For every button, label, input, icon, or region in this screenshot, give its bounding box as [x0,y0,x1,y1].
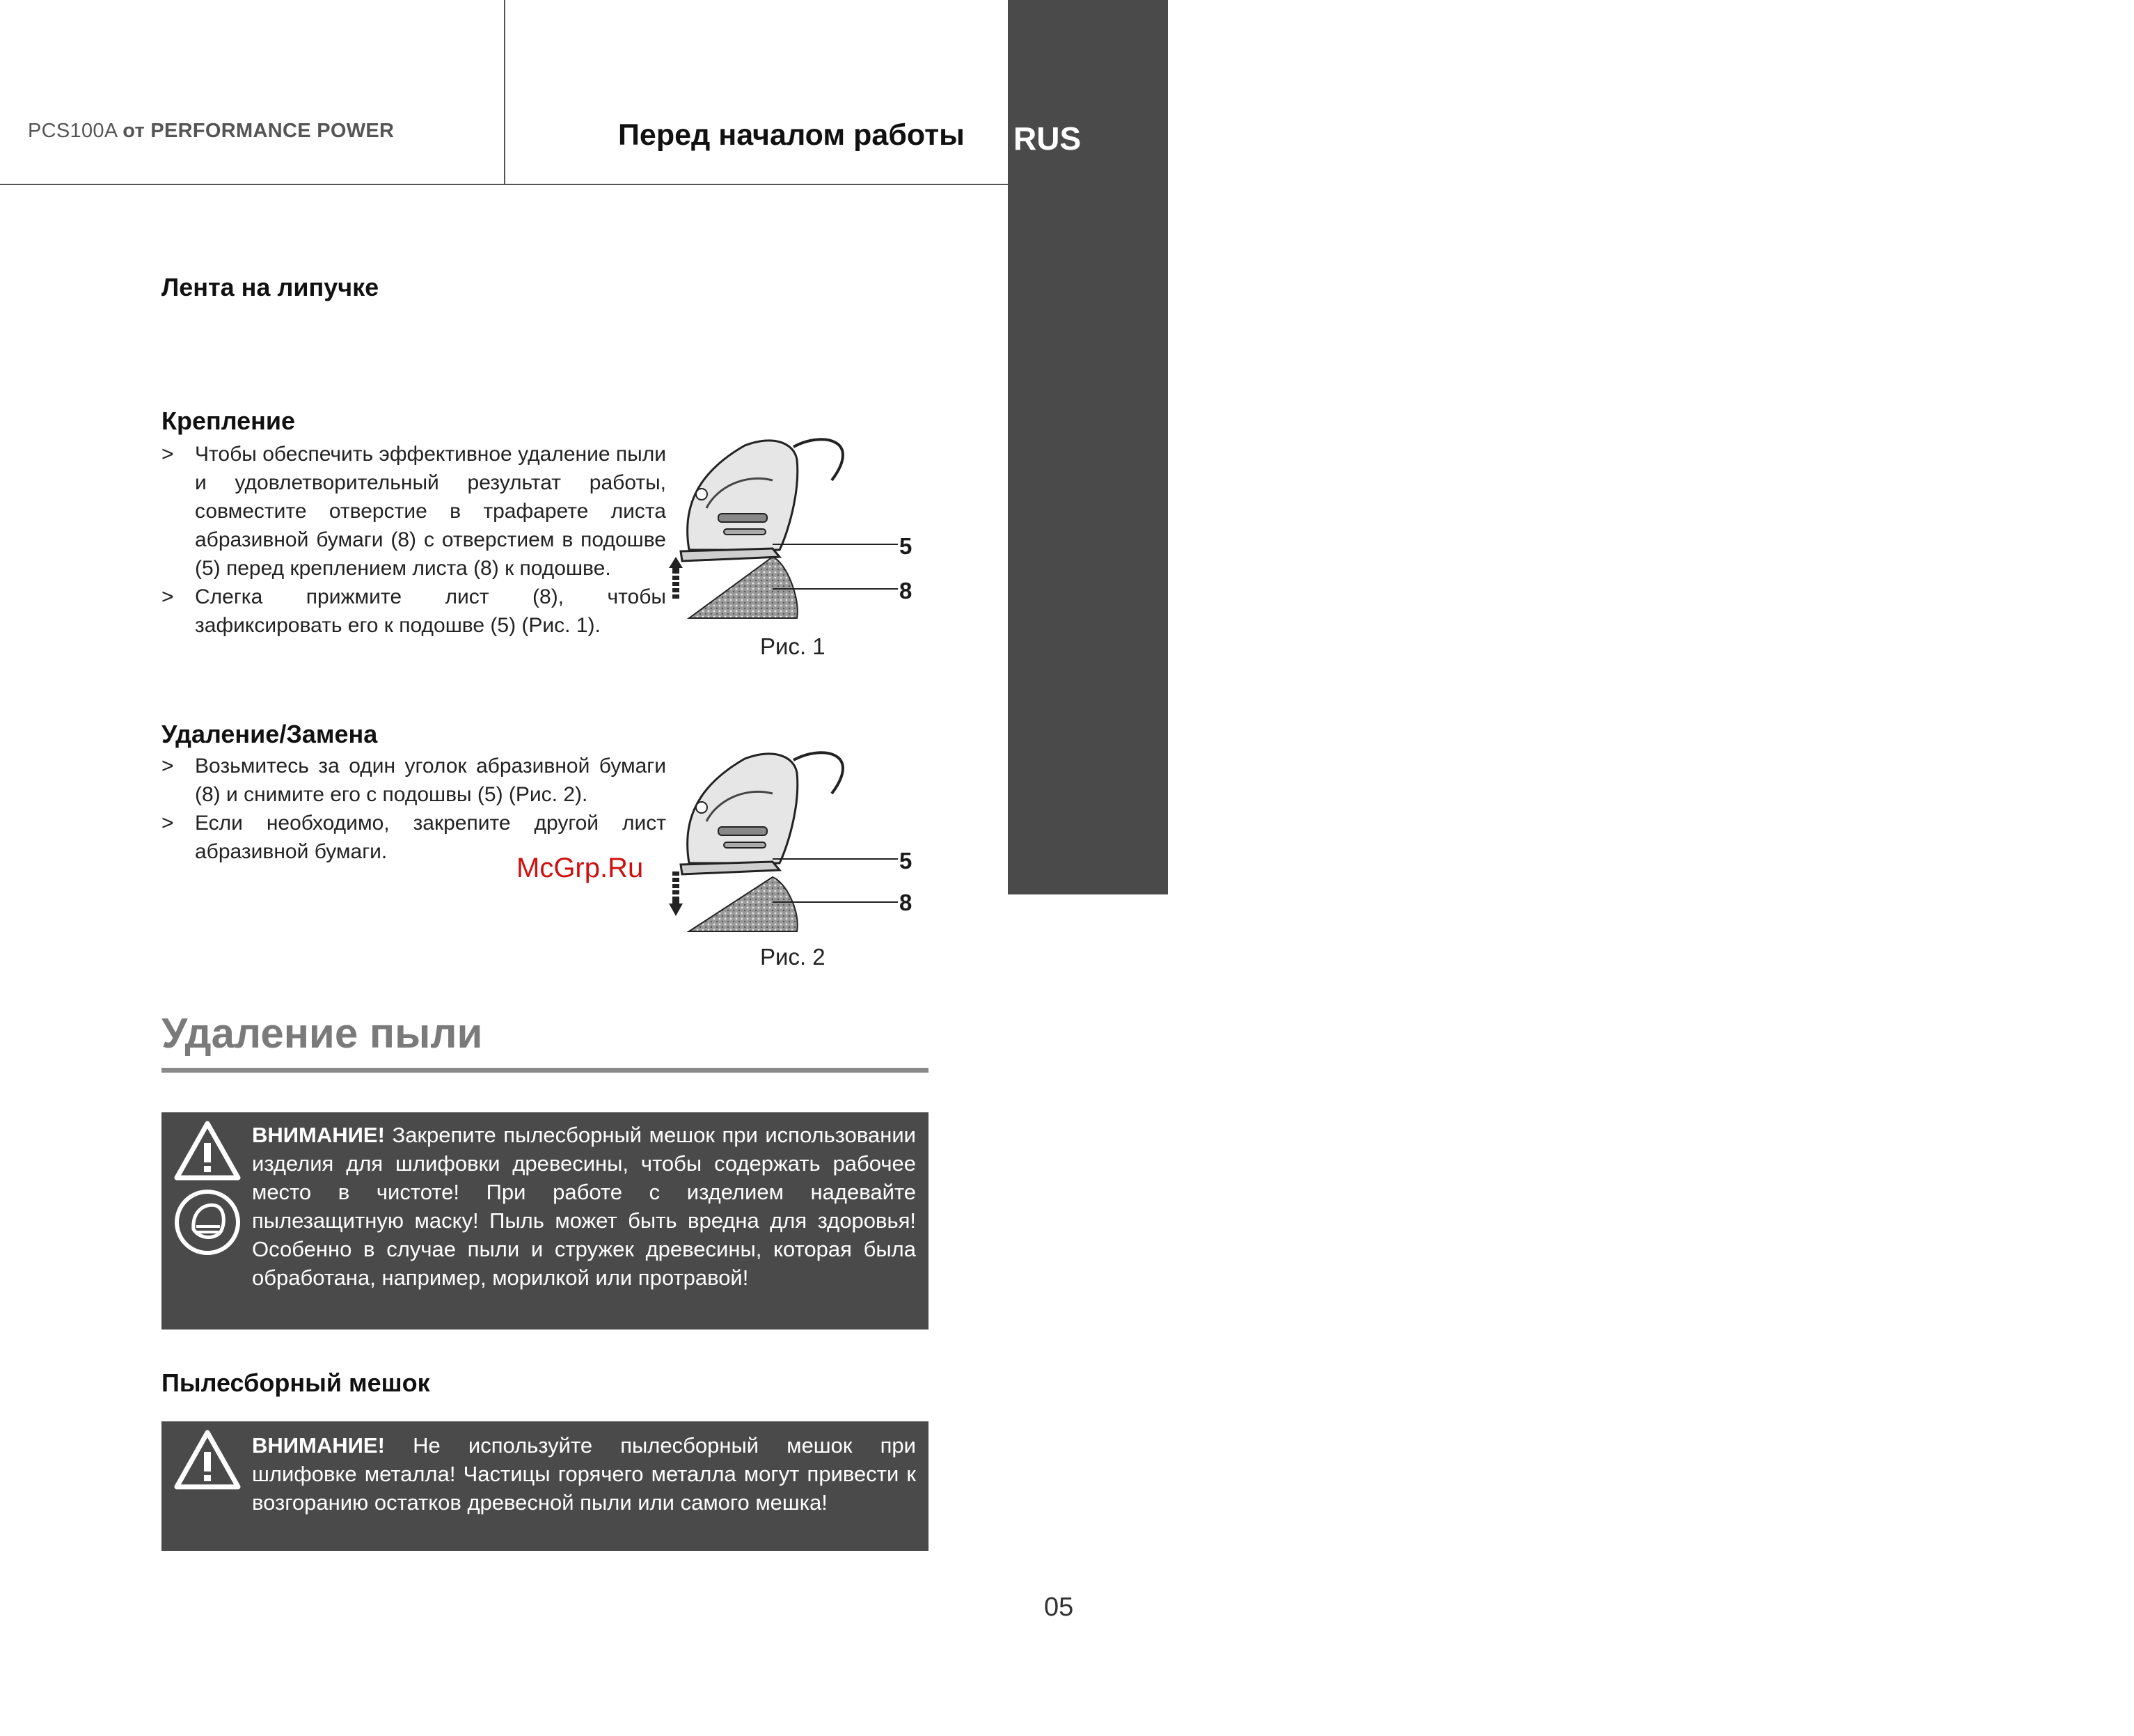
list-item-text: Слегка прижмите лист (8), чтобы зафиксировать его к подошве (5) (Рис. 1). [195,585,666,637]
warning-label: ВНИМАНИЕ! [252,1123,385,1147]
dust-mask-icon [173,1187,242,1257]
figure-2-sander [668,745,919,940]
sidebar-label: Приступим ... [2061,469,2133,867]
list-item [161,752,666,809]
section-title: Удаление пыли [161,1010,483,1057]
bullet-marker: > [161,443,174,466]
brand-company: PERFORMANCE POWER [150,120,395,142]
brand-line [28,120,394,143]
list-item [161,440,666,583]
section-divider [161,1068,928,1073]
warning-triangle-icon [173,1428,242,1491]
header-divider-vertical [504,0,505,184]
figure-2-caption: Рис. 2 [760,944,825,970]
list-item [161,583,666,640]
warning-triangle-icon [173,1119,242,1182]
arrow-down-icon [669,871,683,916]
sandpaper-sheet [689,557,798,618]
list-item-text: Возьмитесь за один уголок абразивной бумаги (8) и снимите его с подошвы (5) (Рис. 2). [195,755,666,806]
bullet-marker: > [161,755,174,778]
attach-list [161,440,666,640]
brand-model: PCS100A [28,120,117,142]
sander-illustration [681,752,843,874]
list-item-text: Если необходимо, закрепите другой лист абразивной бумаги. [195,812,666,863]
label-sole: 5 [899,848,912,874]
remove-list [161,752,666,866]
velcro-heading: Лента на липучке [161,273,379,301]
warning-box-bag [161,1421,928,1551]
bullet-marker: > [161,585,174,608]
page-title: Перед началом работы [618,118,965,152]
figure-1-caption: Рис. 1 [760,633,825,659]
attach-heading: Крепление [161,407,296,435]
sander-illustration [681,439,843,561]
language-badge: RUS [1013,120,1082,157]
warning-box-dust [161,1112,928,1329]
warning-body: Не используйте пылесборный мешок при шлифовке металла! Частицы горячего металла могут привести к возгоранию остатков древесной пыли или самого мешка! [252,1433,916,1515]
list-item-text: Чтобы обеспечить эффективное удаление пыли и удовлетворительный результат работы, совместите отверстие в трафарете листа абразивной бумаги (8) с отверстием в подошве (5) перед креплением листа (8) к подошве. [195,443,666,580]
sandpaper-sheet [689,877,798,931]
arrow-up-icon [669,557,683,599]
dust-bag-heading: Пылесборный мешок [161,1368,430,1397]
label-paper: 8 [899,578,912,603]
warning-body: Закрепите пылесборный мешок при использовании изделия для шлифовки древесины, чтобы содержать рабочее место в чистоте! При работе с изделием надевайте пылезащитную маску! Пыль может быть вредна для здоровья! Особенно в случае пыли и стружек древесины, которая была обработана, например, морилкой или протравой! [252,1123,916,1290]
warning-text [252,1121,916,1292]
watermark: McGrp.Ru [516,853,644,883]
warning-text [252,1431,916,1517]
remove-heading: Удаление/Замена [161,720,378,748]
page-number: 05 [1044,1593,1074,1622]
header-divider [0,184,1008,185]
warning-label: ВНИМАНИЕ! [252,1433,385,1458]
brand-from: от [122,120,145,142]
label-sole: 5 [899,533,912,559]
label-paper: 8 [899,890,912,915]
bullet-marker: > [161,812,174,835]
figure-1-sander [668,432,919,626]
